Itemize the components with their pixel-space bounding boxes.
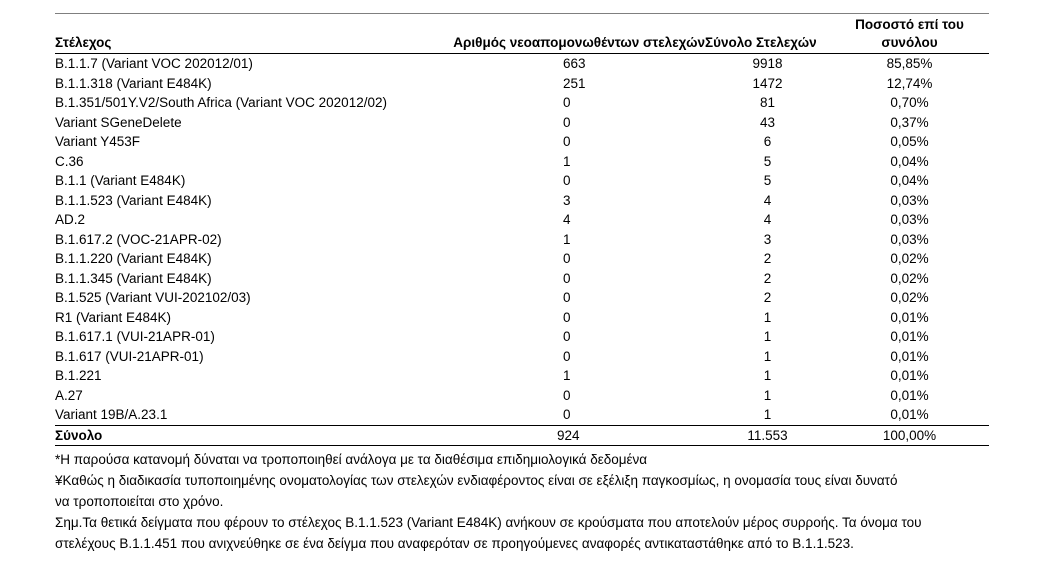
cell-newly-isolated: 3 xyxy=(563,192,571,208)
cell-percent: 0,70% xyxy=(890,95,929,110)
cell-strain: B.1.617.2 (VOC-21APR-02) xyxy=(55,231,222,247)
cell-total: 1 xyxy=(763,348,772,364)
table-row xyxy=(55,152,989,172)
cell-strain: Variant Y453F xyxy=(55,134,141,149)
cell-newly-isolated: 0 xyxy=(563,309,571,325)
cell-percent: 0,02% xyxy=(890,251,929,266)
table-row xyxy=(55,327,989,347)
cell-percent: 0,01% xyxy=(890,309,929,325)
cell-strain: B.1.525 (Variant VUI-202102/03) xyxy=(55,290,251,305)
cell-strain: C.36 xyxy=(55,153,84,169)
cell-total: 5 xyxy=(763,173,772,188)
cell-newly-isolated: 0 xyxy=(563,270,571,286)
cell-percent: 0,01% xyxy=(890,348,929,364)
cell-total: 3 xyxy=(763,231,772,247)
cell-total: 81 xyxy=(759,95,776,110)
cell-strain: R1 (Variant E484K) xyxy=(55,309,172,325)
footnote-cluster-line1: Σημ.Τα θετικά δείγματα που φέρουν το στέλεχος B.1.1.523 (Variant E484K) ανήκουν σε κρούσματα που αποτελούν μέρος συρροής. Τα όνομα του xyxy=(55,515,922,530)
total-label: Σύνολο xyxy=(55,425,430,445)
total-new: 924 xyxy=(430,425,705,445)
table-row xyxy=(55,230,989,250)
cell-percent: 0,03% xyxy=(890,231,929,247)
table-header-row xyxy=(55,14,989,54)
cell-strain: A.27 xyxy=(55,387,83,403)
table-body xyxy=(55,54,989,426)
table-row xyxy=(55,171,989,191)
table-row xyxy=(55,191,989,211)
cell-percent: 0,03% xyxy=(890,192,929,208)
cell-percent: 0,01% xyxy=(890,407,929,422)
header-percent-line2: συνόλου xyxy=(881,35,938,50)
cell-percent: 0,05% xyxy=(890,134,929,149)
footnote-cluster-line2: στελέχους B.1.1.451 που ανιχνεύθηκε σε ένα δείγμα που αναφερόταν σε προηγούμενες αναφορές αντικαταστάθηκε από το B.1.1.523. xyxy=(55,536,854,551)
footnote-nomenclature-line1: ¥Καθώς η διαδικασία τυποποιημένης ονοματολογίας των στελεχών ενδιαφέροντος είναι σε εξέλιξη παγκοσμίως, η ονομασία τους είναι δυνατό xyxy=(55,473,898,488)
cell-strain: B.1.1.7 (Variant VOC 202012/01) xyxy=(55,54,430,74)
cell-total: 1 xyxy=(763,368,772,383)
cell-percent: 0,02% xyxy=(890,270,929,286)
cell-newly-isolated: 0 xyxy=(563,173,571,188)
cell-strain: AD.2 xyxy=(55,212,86,227)
cell-percent: 0,37% xyxy=(890,114,929,130)
cell-strain: Variant SGeneDelete xyxy=(55,114,182,130)
total-pct: 100,00% xyxy=(830,425,989,445)
footnotes xyxy=(55,449,995,554)
cell-newly-isolated: 0 xyxy=(563,95,571,110)
cell-percent: 0,04% xyxy=(890,173,929,188)
cell-percent: 0,03% xyxy=(890,212,929,227)
cell-strain: B.1.1.523 (Variant E484K) xyxy=(55,192,212,208)
cell-percent: 0,01% xyxy=(890,387,929,403)
cell-strain: B.1.1.220 (Variant E484K) xyxy=(55,251,212,266)
cell-newly-isolated: 251 xyxy=(563,75,586,91)
cell-total: 1 xyxy=(763,387,772,403)
cell-total: 1 xyxy=(763,407,772,422)
header-newly-isolated: Αριθμός νεοαπομονωθέντων στελεχών xyxy=(430,14,705,54)
cell-total: 6 xyxy=(763,134,772,149)
total-total: 11.553 xyxy=(705,425,830,445)
cell-total: 4 xyxy=(763,192,772,208)
table-row xyxy=(55,269,989,289)
cell-strain: B.1.1.345 (Variant E484K) xyxy=(55,270,212,286)
cell-percent: 0,04% xyxy=(890,153,929,169)
header-total: Σύνολο Στελεχών xyxy=(705,14,830,54)
cell-total: 9918 xyxy=(705,54,830,74)
table-row xyxy=(55,308,989,328)
cell-total: 43 xyxy=(759,114,776,130)
footnote-distribution: *Η παρούσα κατανομή δύναται να τροποποιηθεί ανάλογα με τα διαθέσιμα επιδημιολογικά δεδομένα xyxy=(55,452,648,467)
table-row xyxy=(55,93,989,113)
cell-strain: Variant 19B/A.23.1 xyxy=(55,407,168,422)
table-total-row xyxy=(55,425,989,445)
cell-newly-isolated: 1 xyxy=(563,231,571,247)
table-row xyxy=(55,347,989,367)
cell-total: 2 xyxy=(763,251,772,266)
table-row xyxy=(55,132,989,152)
table-row xyxy=(55,74,989,94)
cell-percent: 0,02% xyxy=(890,290,929,305)
table-row xyxy=(55,54,989,74)
cell-newly-isolated: 0 xyxy=(563,290,571,305)
cell-newly-isolated: 4 xyxy=(563,212,571,227)
cell-newly-isolated: 0 xyxy=(563,134,571,149)
strains-table xyxy=(55,13,989,446)
header-percent xyxy=(830,14,989,54)
cell-total: 1472 xyxy=(752,75,783,91)
cell-strain: B.1.1 (Variant E484K) xyxy=(55,173,186,188)
cell-total: 1 xyxy=(763,309,772,325)
cell-percent: 0,01% xyxy=(890,329,929,344)
cell-newly-isolated: 0 xyxy=(563,329,571,344)
cell-newly-isolated: 0 xyxy=(563,387,571,403)
cell-newly-isolated: 1 xyxy=(563,368,571,383)
cell-newly-isolated: 1 xyxy=(563,153,571,169)
cell-strain: B.1.221 xyxy=(55,368,102,383)
cell-newly-isolated: 663 xyxy=(430,54,705,74)
cell-strain: B.1.617.1 (VUI-21APR-01) xyxy=(55,329,215,344)
cell-percent: 85,85% xyxy=(830,54,989,74)
cell-percent: 12,74% xyxy=(886,75,933,91)
table-row xyxy=(55,386,989,406)
table-row xyxy=(55,249,989,269)
cell-strain: B.1.1.318 (Variant E484K) xyxy=(55,75,212,91)
cell-total: 2 xyxy=(763,270,772,286)
cell-total: 2 xyxy=(763,290,772,305)
cell-strain: B.1.617 (VUI-21APR-01) xyxy=(55,348,204,364)
table-row xyxy=(55,113,989,133)
header-strain: Στέλεχος xyxy=(55,14,430,54)
cell-strain: B.1.351/501Y.V2/South Africa (Variant VOC 202012/02) xyxy=(55,95,387,110)
cell-newly-isolated: 0 xyxy=(563,348,571,364)
footnote-nomenclature-line2: να τροποποιείται στο χρόνο. xyxy=(55,494,224,509)
header-percent-line1: Ποσοστό επί του xyxy=(855,17,964,32)
table-row xyxy=(55,405,989,425)
cell-total: 5 xyxy=(763,153,772,169)
cell-newly-isolated: 0 xyxy=(563,407,571,422)
cell-total: 4 xyxy=(763,212,772,227)
cell-total: 1 xyxy=(763,329,772,344)
cell-newly-isolated: 0 xyxy=(563,114,571,130)
cell-newly-isolated: 0 xyxy=(563,251,571,266)
table-row xyxy=(55,366,989,386)
cell-percent: 0,01% xyxy=(890,368,929,383)
table-row xyxy=(55,210,989,230)
table-row xyxy=(55,288,989,308)
